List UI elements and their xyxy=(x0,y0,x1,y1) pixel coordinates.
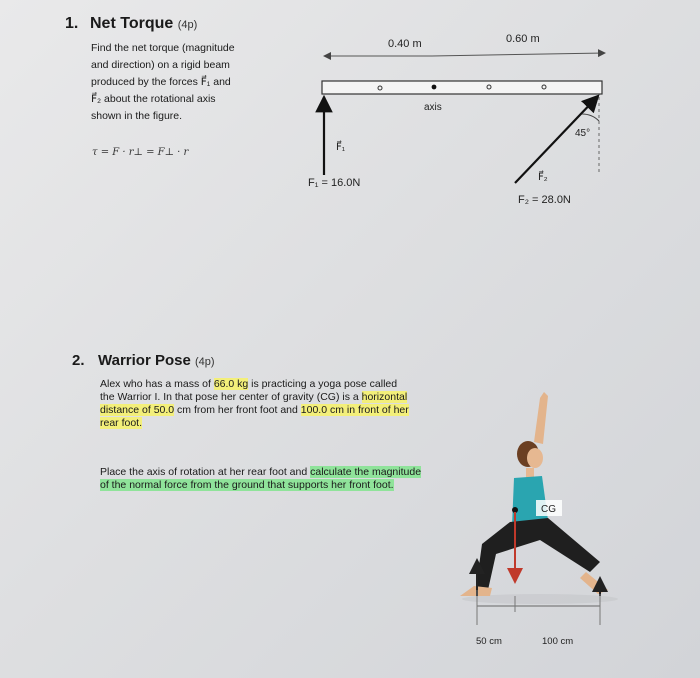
warrior-pose-figure xyxy=(430,380,640,655)
problem1-desc-line: and direction) on a rigid beam xyxy=(91,59,230,71)
dist1-label: 0.40 m xyxy=(388,38,422,50)
dist-front-label: 50 cm xyxy=(476,636,502,647)
neck xyxy=(526,468,534,478)
para1-highlight-distance: horizontal distance of 50.0 xyxy=(100,391,408,416)
f2-value-label: F₂ = 28.0N xyxy=(518,194,571,206)
para1-highlight-mass: 66.0 kg xyxy=(213,378,249,390)
torque-formula: τ = F · r⊥ = F⊥ · r xyxy=(92,147,189,158)
raised-arms xyxy=(534,392,548,444)
beam-figure xyxy=(300,25,620,215)
problem2-title xyxy=(98,352,215,369)
dim-arrow-right xyxy=(432,53,605,56)
axis-point xyxy=(432,85,437,90)
problem1-desc-line: shown in the figure. xyxy=(91,110,183,122)
problem1-desc-line: Find the net torque (magnitude xyxy=(91,42,235,54)
force-f2-arrow xyxy=(515,96,598,183)
problem2-paragraph1 xyxy=(100,378,410,430)
problem1-desc-line: F⃗₂ about the rotational axis xyxy=(91,93,216,105)
cg-label: CG xyxy=(541,504,556,515)
f1-vector-label: F⃗₁ xyxy=(336,142,346,153)
dist-rear-label: 100 cm xyxy=(542,636,574,647)
problem1-number: 1. xyxy=(65,15,79,32)
para2-highlight-task: calculate the magnitude of the normal force from the ground that supports her front foot. xyxy=(100,466,422,491)
rigid-beam xyxy=(322,81,602,94)
problem2-points: (4p) xyxy=(194,356,215,368)
head xyxy=(527,448,543,468)
para1-text: cm from her front foot and xyxy=(174,404,301,416)
dist2-label: 0.60 m xyxy=(506,33,540,45)
axis-label: axis xyxy=(424,102,442,113)
para1-highlight-rear: 100.0 cm in front of her rear foot. xyxy=(100,404,409,429)
f2-vector-label: F⃗₂ xyxy=(538,172,548,183)
problem1-desc-line: produced by the forces F⃗₁ and xyxy=(91,76,231,88)
angle-arc xyxy=(582,114,599,121)
rear-foot xyxy=(580,572,608,594)
problem2-paragraph2 xyxy=(100,466,422,492)
problem1-description xyxy=(91,40,281,125)
problem2-number: 2. xyxy=(72,352,85,369)
para1-text: Alex who has a mass of xyxy=(100,378,214,390)
problem2-title-text: Warrior Pose xyxy=(98,352,191,369)
problem1-title-text: Net Torque xyxy=(90,15,174,32)
angle-label: 45° xyxy=(575,128,591,139)
f1-value-label: F₁ = 16.0N xyxy=(308,177,361,189)
problem1-points: (4p) xyxy=(177,19,198,31)
problem1-title xyxy=(90,15,197,33)
para2-text: Place the axis of rotation at her rear foot and xyxy=(100,466,311,478)
para1-text: is practicing a yoga pose called the Warrior I. In that pose her center of gravity (CG) is a xyxy=(100,378,398,403)
